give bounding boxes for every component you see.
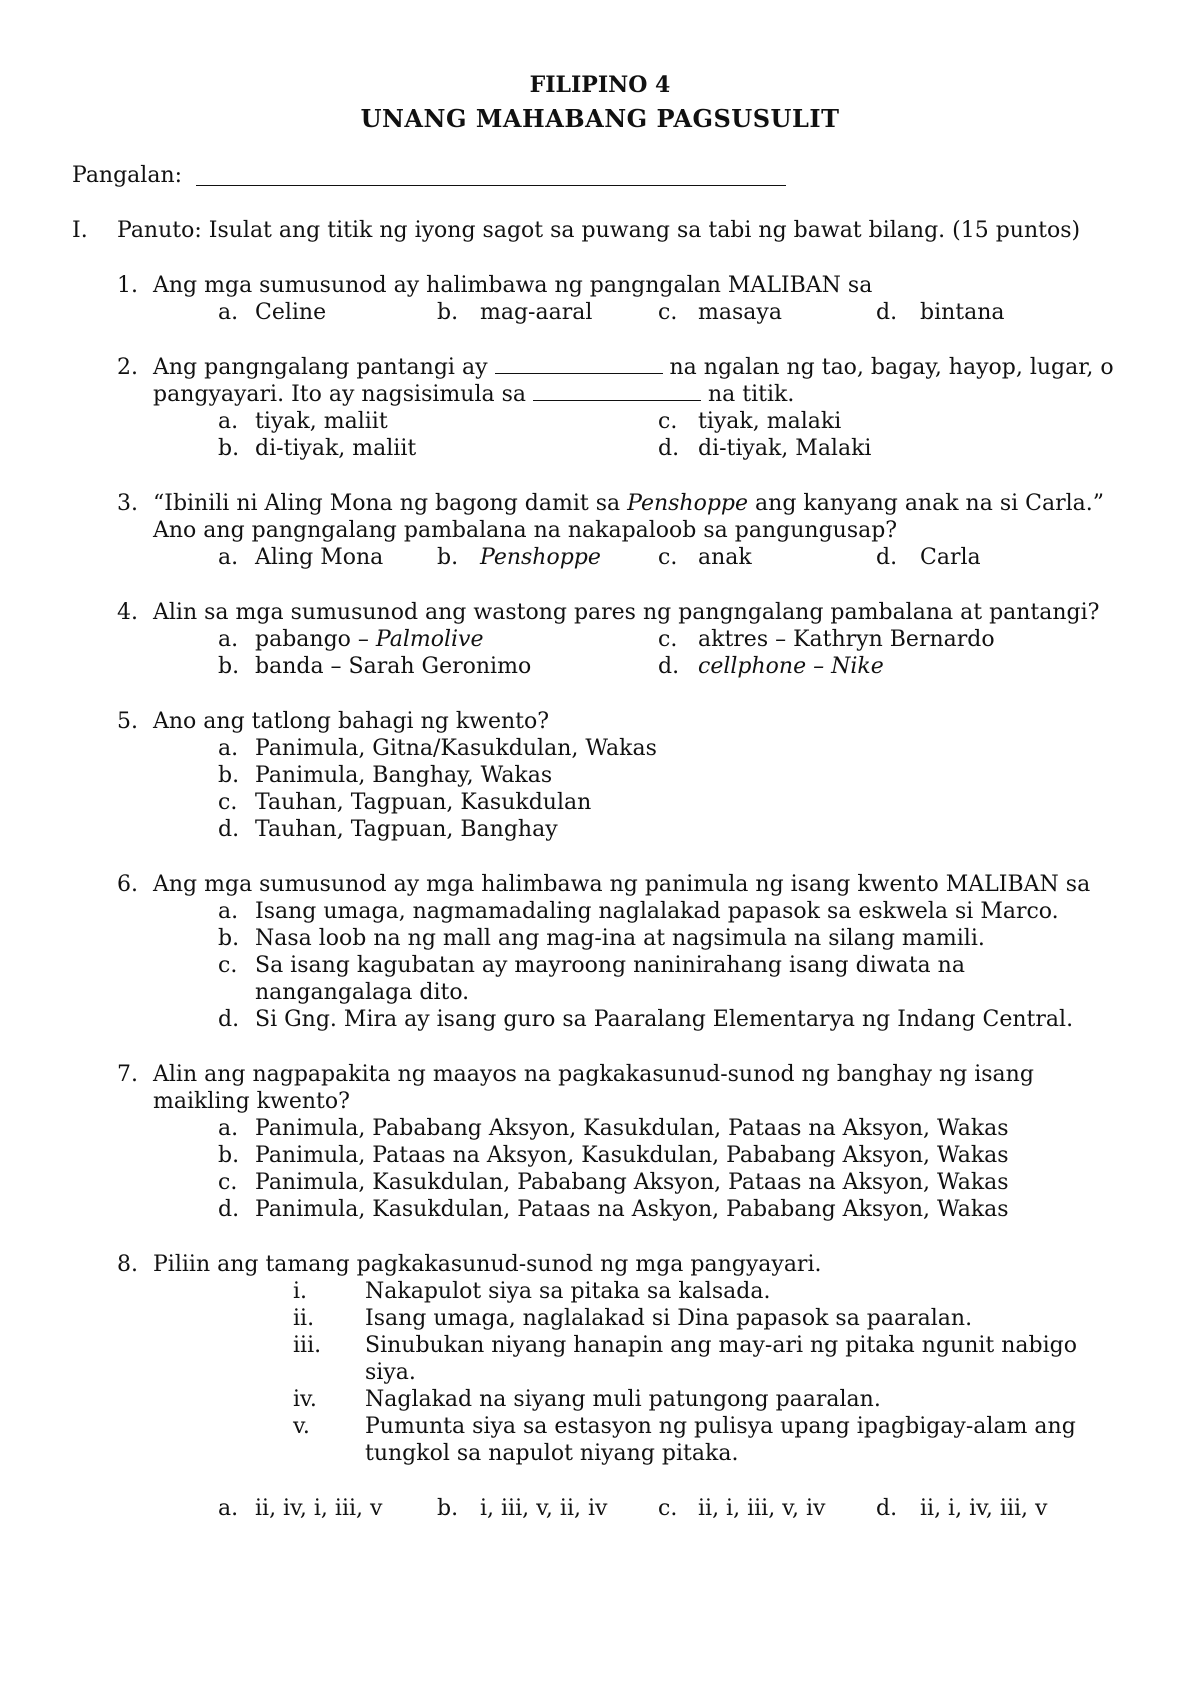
choice-letter: b.: [218, 1143, 240, 1168]
choice-letter: a.: [218, 899, 239, 924]
choice-letter: b.: [218, 654, 240, 679]
choice-text: Panimula, Kasukdulan, Pababang Aksyon, Pataas na Aksyon, Wakas: [255, 1170, 1009, 1195]
event-text: Naglakad na siyang muli patungong paaralan.: [365, 1387, 881, 1412]
choice-text: Sa isang kagubatan ay mayroong naninirahang isang diwata na: [255, 953, 965, 978]
choice-text: ii, i, iii, v, iv: [698, 1496, 826, 1521]
choice-text: di-tiyak, Malaki: [698, 436, 872, 461]
name-blank-line[interactable]: [196, 185, 786, 186]
question-text: Alin sa mga sumusunod ang wastong pares ng pangngalang pambalana at pantangi?: [153, 600, 1100, 625]
question-number: 7.: [117, 1062, 138, 1087]
choice-letter: a.: [218, 545, 239, 570]
section-numeral: I.: [72, 218, 88, 243]
choice-letter: a.: [218, 627, 239, 652]
choice-text: Panimula, Pataas na Aksyon, Kasukdulan, Pababang Aksyon, Wakas: [255, 1143, 1009, 1168]
choice-text: Isang umaga, nagmamadaling naglalakad papasok sa eskwela si Marco.: [255, 899, 1059, 924]
test-title: UNANG MAHABANG PAGSUSULIT: [360, 104, 840, 133]
choice-text: tiyak, malaki: [698, 409, 842, 434]
question-number: 1.: [117, 273, 138, 298]
choice-letter: c.: [658, 545, 678, 570]
choice-text: Celine: [255, 300, 327, 325]
answer-blank: [533, 382, 701, 401]
choice-text: tiyak, maliit: [255, 409, 388, 434]
choice-letter: d.: [218, 817, 240, 842]
choice-text: masaya: [698, 300, 782, 325]
choice-text: banda – Sarah Geronimo: [255, 654, 532, 679]
choice-letter: c.: [218, 1170, 238, 1195]
event-roman: ii.: [293, 1306, 315, 1331]
event-roman: iii.: [293, 1333, 322, 1358]
choice-letter: b.: [218, 763, 240, 788]
question-text: Ang mga sumusunod ay mga halimbawa ng panimula ng isang kwento MALIBAN sa: [153, 872, 1091, 897]
question-text: Piliin ang tamang pagkakasunud-sunod ng mga pangyayari.: [153, 1252, 822, 1277]
event-roman: i.: [293, 1279, 308, 1304]
choice-letter: b.: [437, 545, 459, 570]
choice-text: Panimula, Gitna/Kasukdulan, Wakas: [255, 736, 657, 761]
choice-text: Panimula, Kasukdulan, Pataas na Askyon, Pababang Aksyon, Wakas: [255, 1197, 1009, 1222]
choice-letter: a.: [218, 1116, 239, 1141]
choice-text: aktres – Kathryn Bernardo: [698, 627, 995, 652]
question-number: 2.: [117, 355, 138, 380]
choice-text: pabango – Palmolive: [255, 627, 484, 652]
choice-text: nangangalaga dito.: [255, 980, 470, 1005]
choice-text: cellphone – Nike: [698, 654, 884, 679]
choice-text: mag-aaral: [480, 300, 593, 325]
name-label: Pangalan:: [72, 163, 183, 188]
choice-letter: d.: [218, 1197, 240, 1222]
choice-text: Panimula, Banghay, Wakas: [255, 763, 553, 788]
question-text: maikling kwento?: [153, 1089, 350, 1114]
choice-text: ii, iv, i, iii, v: [255, 1496, 383, 1521]
event-text: Sinubukan niyang hanapin ang may-ari ng pitaka ngunit nabigo: [365, 1333, 1077, 1358]
question-text: Ang pangngalang pantangi ay na ngalan ng tao, bagay, hayop, lugar, o: [153, 355, 1114, 380]
choice-letter: c.: [658, 1496, 678, 1521]
answer-blank: [495, 355, 663, 374]
choice-letter: b.: [218, 436, 240, 461]
event-roman: iv.: [293, 1387, 317, 1412]
event-text: Nakapulot siya sa pitaka sa kalsada.: [365, 1279, 771, 1304]
section-instruction: Panuto: Isulat ang titik ng iyong sagot sa puwang sa tabi ng bawat bilang. (15 puntos): [117, 218, 1081, 243]
choice-text: bintana: [920, 300, 1005, 325]
choice-text: Aling Mona: [255, 545, 384, 570]
question-number: 5.: [117, 709, 138, 734]
question-text: pangyayari. Ito ay nagsisimula sa na titik.: [153, 382, 795, 407]
choice-letter: c.: [218, 790, 238, 815]
choice-text: Panimula, Pababang Aksyon, Kasukdulan, Pataas na Aksyon, Wakas: [255, 1116, 1009, 1141]
choice-letter: a.: [218, 736, 239, 761]
choice-letter: d.: [876, 545, 898, 570]
choice-text: Nasa loob na ng mall ang mag-ina at nagsimula na silang mamili.: [255, 926, 985, 951]
question-number: 8.: [117, 1252, 138, 1277]
choice-letter: a.: [218, 1496, 239, 1521]
choice-text: Carla: [920, 545, 981, 570]
question-text: “Ibinili ni Aling Mona ng bagong damit sa Penshoppe ang kanyang anak na si Carla.”: [153, 491, 1104, 516]
event-text: Isang umaga, naglalakad si Dina papasok sa paaralan.: [365, 1306, 973, 1331]
event-text: tungkol sa napulot niyang pitaka.: [365, 1441, 739, 1466]
choice-text: i, iii, v, ii, iv: [480, 1496, 608, 1521]
event-text: siya.: [365, 1360, 416, 1385]
choice-letter: d.: [218, 1007, 240, 1032]
question-text: Alin ang nagpapakita ng maayos na pagkakasunud-sunod ng banghay ng isang: [153, 1062, 1034, 1087]
question-number: 4.: [117, 600, 138, 625]
choice-letter: d.: [876, 300, 898, 325]
choice-letter: d.: [658, 654, 680, 679]
choice-letter: d.: [658, 436, 680, 461]
choice-text: anak: [698, 545, 752, 570]
choice-text: di-tiyak, maliit: [255, 436, 417, 461]
event-roman: v.: [293, 1414, 310, 1439]
event-text: Pumunta siya sa estasyon ng pulisya upang ipagbigay-alam ang: [365, 1414, 1076, 1439]
choice-letter: c.: [658, 627, 678, 652]
choice-letter: c.: [218, 953, 238, 978]
choice-text: Si Gng. Mira ay isang guro sa Paaralang Elementarya ng Indang Central.: [255, 1007, 1074, 1032]
question-text: Ano ang pangngalang pambalana na nakapaloob sa pangungusap?: [153, 518, 898, 543]
choice-letter: c.: [658, 409, 678, 434]
choice-text: ii, i, iv, iii, v: [920, 1496, 1048, 1521]
choice-letter: a.: [218, 300, 239, 325]
question-text: Ano ang tatlong bahagi ng kwento?: [153, 709, 550, 734]
choice-letter: b.: [218, 926, 240, 951]
choice-text: Tauhan, Tagpuan, Kasukdulan: [255, 790, 592, 815]
question-number: 3.: [117, 491, 138, 516]
choice-letter: c.: [658, 300, 678, 325]
subject-title: FILIPINO 4: [529, 72, 671, 98]
question-number: 6.: [117, 872, 138, 897]
question-text: Ang mga sumusunod ay halimbawa ng pangngalan MALIBAN sa: [153, 273, 873, 298]
choice-letter: a.: [218, 409, 239, 434]
choice-letter: b.: [437, 300, 459, 325]
choice-text: Tauhan, Tagpuan, Banghay: [255, 817, 558, 842]
choice-text: Penshoppe: [480, 545, 601, 570]
choice-letter: b.: [437, 1496, 459, 1521]
choice-letter: d.: [876, 1496, 898, 1521]
